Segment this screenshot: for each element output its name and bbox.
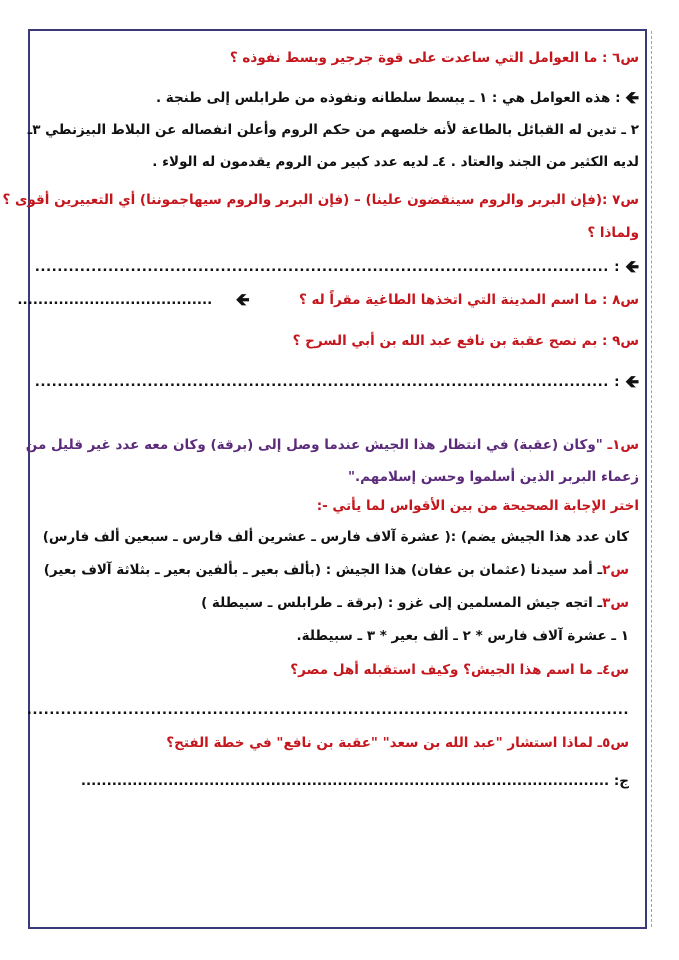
- answer-key-text: ١ ـ عشرة آلاف فارس * ٢ ـ ألف بعير * ٣ ـ سبيطلة.: [296, 628, 629, 644]
- question-6: [230, 48, 639, 68]
- question-4-text: س٤ـ ما اسم هذا الجيش؟ وكيف استقبله أهل مصر؟: [290, 662, 629, 678]
- question-8: [17, 290, 639, 310]
- passage-question-1: [26, 435, 639, 455]
- answer-7: [35, 257, 639, 277]
- answer-4-field[interactable]: ...........................................................................................................: [26, 702, 629, 718]
- answer-9-field[interactable]: : ......................................................................................................: [34, 374, 626, 390]
- answer-8-field[interactable]: ......................................: [17, 292, 213, 308]
- question-7-text: :(فإن البربر والروم سينقضون علينا) – (فإن البربر والروم سيهاجموننا) أي التعبيرين أقوى ؟: [2, 192, 613, 208]
- choice-question-3: [201, 593, 629, 613]
- answer-key: [297, 626, 629, 646]
- question-6-text: : ما العوامل التي ساعدت على قوة جرجير وبسط نفوذه ؟: [229, 50, 613, 66]
- answer-5-field[interactable]: .......................................................................................................: [80, 773, 614, 789]
- question-7-label: س٧: [612, 192, 639, 208]
- answer-6-line-2: [28, 120, 639, 140]
- answer-5-label: ج:: [613, 773, 629, 789]
- question-7-text-2: ولماذا ؟: [587, 225, 639, 241]
- arrow-left-icon: 🡸: [625, 257, 639, 277]
- passage-question-1-label: س١ـ: [607, 437, 639, 453]
- answer-6-text-1: : هذه العوامل هي : ١ ـ يبسط سلطانه ونفوذه من طرابلس إلى طنجة .: [155, 90, 626, 106]
- question-5: [166, 733, 629, 753]
- question-8-text: : ما اسم المدينة التي اتخذها الطاغية مقراً له ؟: [298, 292, 613, 308]
- arrow-left-icon: 🡸: [235, 290, 250, 310]
- choice-question-1: [43, 527, 629, 547]
- question-7: [3, 190, 639, 210]
- instruction-text: اختر الإجابة الصحيحة من بين الأقواس لما يأتي -:: [316, 498, 639, 514]
- question-9-text: : بم نصح عقبة بن نافع عبد الله بن أبي السرح ؟: [292, 333, 613, 349]
- question-9: [293, 331, 639, 351]
- passage-question-1-line-2: [348, 467, 639, 487]
- answer-6-text-3: لديه الكثير من الجند والعتاد . ٤ـ لديه عدد كبير من الروم يقدمون له الولاء .: [152, 154, 639, 170]
- question-9-label: س٩: [612, 333, 639, 349]
- passage-question-1-text-2: زعماء البربر الذين أسلموا وحسن إسلامهم.": [347, 469, 639, 485]
- passage-question-1-text: "وكان (عقبة) في انتظار هذا الجيش عندما وصل إلى (برقة) وكان معه عدد غير قليل من: [25, 437, 608, 453]
- question-7-line-2: [587, 223, 639, 243]
- question-4: [290, 660, 629, 680]
- answer-6-text-2: ٢ ـ تدين له القبائل بالطاعة لأنه خلصهم من حكم الروم وأعلن انفصاله عن البلاط البيزنطي ٣ـ: [27, 122, 639, 138]
- choice-question-3-text: ـ اتجه جيش المسلمين إلى غزو : (برقة ـ طرابلس ـ سبيطلة ): [201, 595, 603, 611]
- question-6-label: س٦: [612, 50, 639, 66]
- answer-4: [27, 700, 629, 720]
- arrow-left-icon: 🡸: [625, 372, 639, 392]
- choice-question-1-text: كان عدد هذا الجيش يضم) :( عشرة آلاف فارس ـ عشرين ألف فارس ـ سبعين ألف فارس): [42, 529, 629, 545]
- answer-5: [81, 771, 629, 791]
- choice-question-2-text: ـ أمد سيدنا (عثمان بن عفان) هذا الجيش : (بألف بعير ـ بألفين بعير ـ بثلاثة آلاف بعير): [43, 562, 603, 578]
- answer-6-line-3: [152, 152, 639, 172]
- instruction: [317, 496, 639, 516]
- choice-question-3-label: س٣: [602, 595, 629, 611]
- question-8-label: س٨: [612, 292, 639, 308]
- choice-question-2: [44, 560, 629, 580]
- page-border-dashed: [651, 31, 652, 927]
- question-5-text: س٥ـ لماذا استشار "عبد الله بن سعد" "عقبة بن نافع" في خطة الفتح؟: [166, 735, 629, 751]
- arrow-left-icon: 🡸: [625, 88, 639, 108]
- choice-question-2-label: س٢: [602, 562, 629, 578]
- answer-9: [35, 372, 639, 392]
- answer-6-line-1: [156, 88, 639, 108]
- answer-7-field[interactable]: : ......................................................................................................: [34, 259, 626, 275]
